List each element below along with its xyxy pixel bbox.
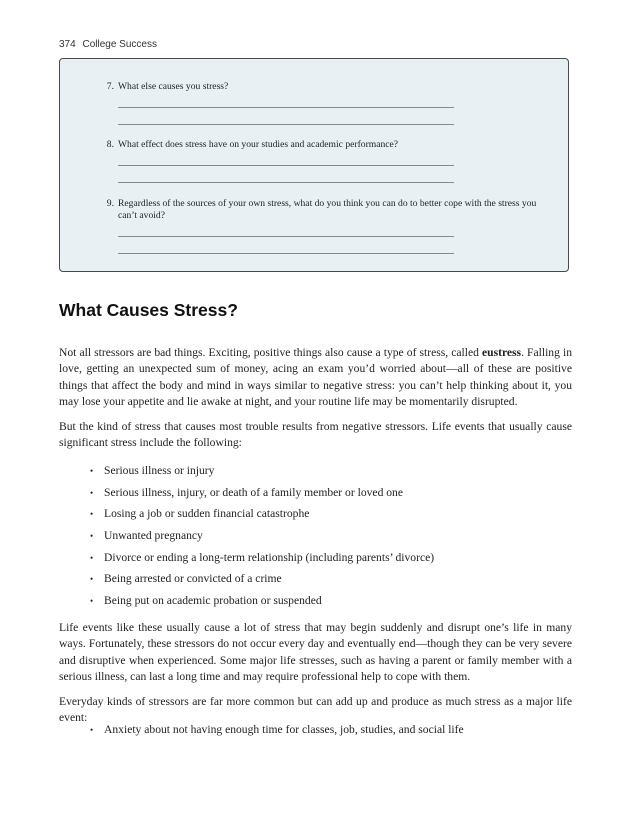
list-item: • Serious illness, injury, or death of a family member or loved one <box>90 485 404 499</box>
section-title: What Causes Stress? <box>59 300 238 320</box>
list-item: • Divorce or ending a long-term relationship (including parents’ divorce) <box>90 550 435 564</box>
list-item: • Being arrested or convicted of a crime <box>90 572 282 586</box>
answer-line[interactable] <box>118 107 454 108</box>
exercise-box <box>59 58 569 272</box>
list-item: • Losing a job or sudden financial catastrophe <box>90 507 310 521</box>
question-number: 8. <box>106 139 114 150</box>
book-title: College Success <box>82 39 157 50</box>
list-item: • Being put on academic probation or suspended <box>90 594 322 608</box>
answer-line[interactable] <box>118 253 454 254</box>
running-head <box>59 39 157 50</box>
list-item: • Unwanted pregnancy <box>90 529 203 543</box>
everyday-stressors-list <box>90 722 560 744</box>
bullet-icon: • <box>90 725 94 735</box>
page-number: 374 <box>59 39 76 50</box>
bullet-icon: • <box>90 531 94 542</box>
question-number: 9. <box>106 198 114 209</box>
question-number: 7. <box>106 81 114 92</box>
list-item: • Serious illness or injury <box>90 464 215 477</box>
paragraph-text: . Falling in love, getting an unexpected sum of money, acing an exam you’d worried about—all of these are positive things that affect the body and mind in ways similar to negative stress: you can’t help thinking about it, you may lose your appetite and lie awake at night, and your routine life may be momentarily disrupted. <box>59 346 572 409</box>
bullet-icon: • <box>90 596 94 607</box>
paragraph-everyday-stressors: Everyday kinds of stressors are far more common but can add up and produce as much stress as a major life event: <box>59 695 572 725</box>
life-events-list <box>90 463 560 615</box>
answer-line[interactable] <box>118 124 454 125</box>
question-text: What else causes you stress? <box>118 81 229 92</box>
paragraph-eustress <box>59 345 572 411</box>
bullet-icon: • <box>90 466 94 476</box>
answer-line[interactable] <box>118 165 454 166</box>
bullet-icon: • <box>90 509 94 520</box>
paragraph-text: Not all stressors are bad things. Exciting, positive things also cause a type of stress, called <box>59 346 482 359</box>
question-text: What effect does stress have on your studies and academic performance? <box>118 139 399 150</box>
list-item: • Anxiety about not having enough time for classes, job, studies, and social life <box>90 723 464 736</box>
bullet-icon: • <box>90 552 94 563</box>
bold-term: eustress <box>482 346 522 359</box>
paragraph-negative-stressors: But the kind of stress that causes most trouble results from negative stressors. Life events that usually cause significant stress include the following: <box>59 420 572 450</box>
paragraph-life-events: Life events like these usually cause a lot of stress that may begin suddenly and disrupt one’s life in many ways. Fortunately, these stressors do not occur every day and eventually end—though they can be very severe and disruptive when experienced. Some major life stresses, such as having a parent or family member with a serious illness, can last a long time and may require professional help to cope with them. <box>59 621 572 684</box>
question-text: Regardless of the sources of your own stress, what do you think you can do to better cope with the stress you can’t avoid? <box>118 198 537 221</box>
bullet-icon: • <box>90 487 94 498</box>
bullet-icon: • <box>90 574 94 585</box>
answer-line[interactable] <box>118 236 454 237</box>
answer-line[interactable] <box>118 182 454 183</box>
